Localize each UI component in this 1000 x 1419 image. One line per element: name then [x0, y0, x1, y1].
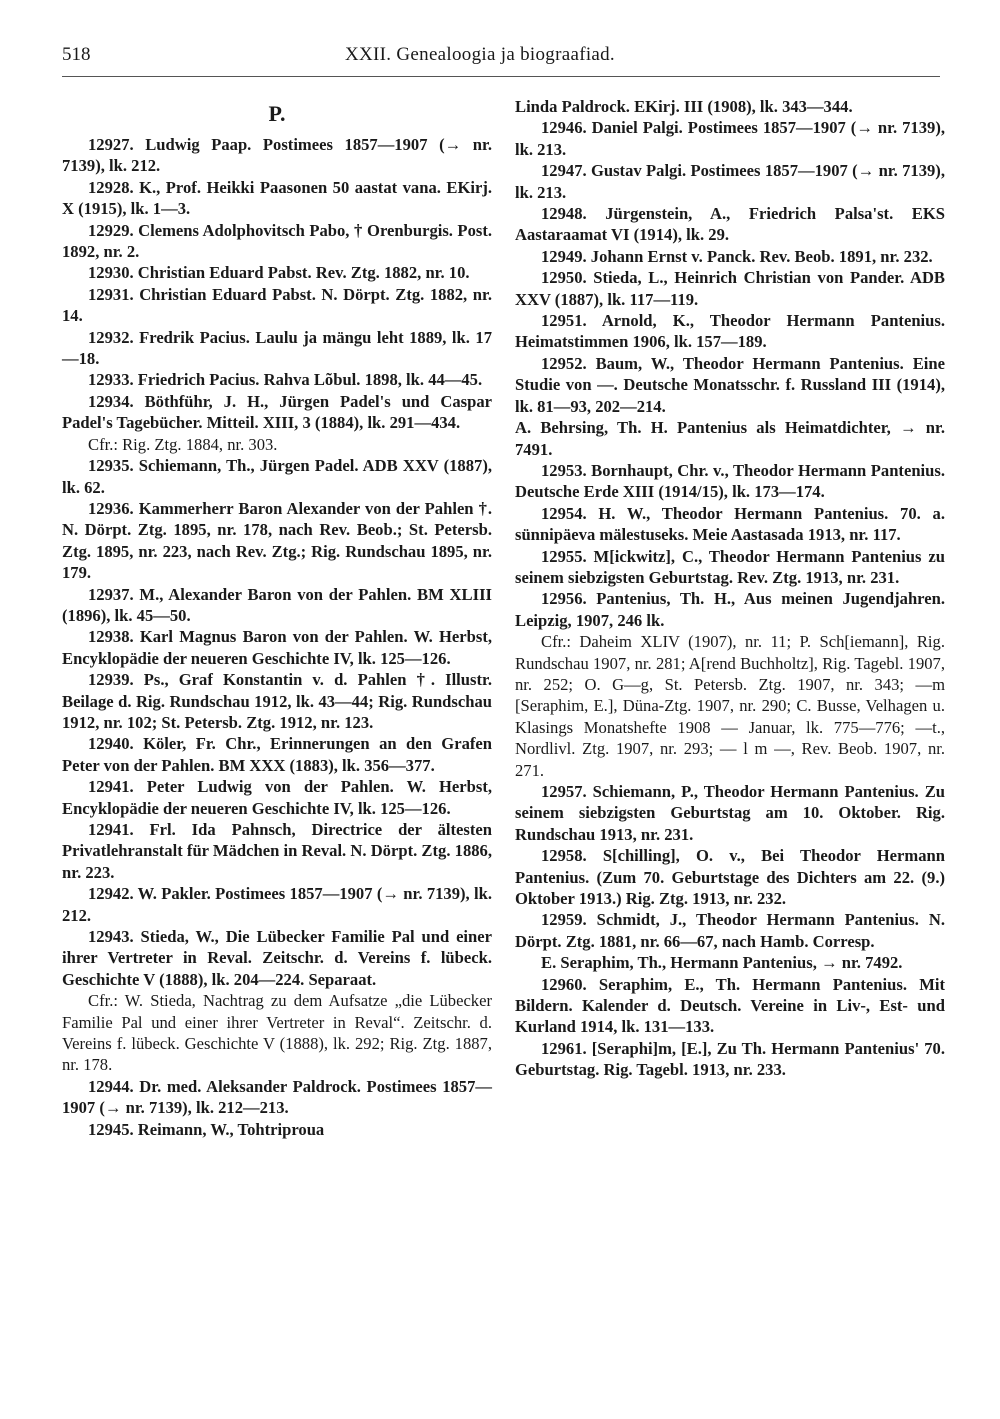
bibliography-entry: 12942. W. Pakler. Postimees 1857—1907 (→ nr. 7139), lk. 212. — [62, 884, 492, 925]
left-entries — [62, 134, 492, 1140]
bibliography-entry: 12931. Christian Eduard Pabst. N. Dörpt. Ztg. 1882, nr. 14. — [62, 284, 492, 326]
bibliography-entry: Cfr.: W. Stieda, Nachtrag zu dem Aufsatze „die Lübecker Familie Pal und einer ihrer Vertreter in Reval“. Zeitschr. d. Vereins f. lübeck. Geschichte V (1888), lk. 292; Rig. Ztg. 1887, nr. 178. — [62, 991, 492, 1075]
right-entries — [515, 96, 945, 1081]
bibliography-entry: 12935. Schiemann, Th., Jürgen Padel. ADB XXV (1887), lk. 62. — [62, 456, 492, 497]
bibliography-entry: 12928. K., Prof. Heikki Paasonen 50 aastat vana. EKirj. X (1915), lk. 1—3. — [62, 177, 492, 219]
bibliography-entry: Linda Paldrock. EKirj. III (1908), lk. 343—344. — [515, 97, 853, 116]
bibliography-entry: 12958. S[chilling], O. v., Bei Theodor Hermann Pantenius. (Zum 70. Geburtstage des Dichters am 22. (9.) Oktober 1913.) Rig. Ztg. 1913, nr. 232. — [515, 846, 945, 909]
bibliography-entry: 12961. [Seraphi]m, [E.], Zu Th. Hermann Pantenius' 70. Geburtstag. Rig. Tagebl. 1913, nr. 233. — [515, 1038, 945, 1080]
section-letter: P. — [268, 101, 286, 126]
bibliography-entry: 12927. Ludwig Paap. Postimees 1857—1907 (→ nr. 7139), lk. 212. — [62, 135, 492, 176]
bibliography-entry: 12946. Daniel Palgi. Postimees 1857—1907 (→ nr. 7139), lk. 213. — [515, 118, 945, 159]
bibliography-entry: Cfr.: Daheim XLIV (1907), nr. 11; P. Sch[iemann], Rig. Rundschau 1907, nr. 281; A[rend Buchholtz], Rig. Tagebl. 1907, nr. 252; O. G—g, St. Petersb. Ztg. 1907, nr. 343; —m [Seraphim, E.], Düna-Ztg. 1907, nr. 290; C. Busse, Velhagen u. Klasings Monatshefte 1908 — Januar, lk. 775—776; —t., Nordlivl. Ztg. 1907, nr. 293; — l m —, Rev. Beob. 1907, nr. 271. — [515, 632, 945, 780]
bibliography-entry: 12948. Jürgenstein, A., Friedrich Palsa'st. EKS Aastaraamat VI (1914), lk. 29. — [515, 204, 945, 245]
bibliography-entry: 12944. Dr. med. Aleksander Paldrock. Postimees 1857—1907 (→ nr. 7139), lk. 212—213. — [62, 1076, 492, 1118]
bibliography-entry: 12937. M., Alexander Baron von der Pahlen. BM XLIII (1896), lk. 45—50. — [62, 584, 492, 625]
running-title: XXII. Genealoogia ja biograafiad. — [345, 44, 615, 65]
bibliography-entry: 12954. H. W., Theodor Hermann Pantenius. 70. a. sünnipäeva mälestuseks. Meie Aastasada 1913, nr. 117. — [515, 503, 945, 545]
left-column — [62, 96, 492, 1140]
bibliography-entry: 12943. Stieda, W., Die Lübecker Familie Pal und einer ihrer Vertreter in Reval. Zeitschr. d. Vereins f. lübeck. Geschichte V (1888), lk. 204—224. Separaat. — [62, 927, 492, 989]
bibliography-entry: 12945. Reimann, W., Tohtriproua — [88, 1119, 325, 1139]
bibliography-entry: 12955. M[ickwitz], C., Theodor Hermann Pantenius zu seinem siebzigsten Geburtstag. Rev. Ztg. 1913, nr. 231. — [515, 546, 945, 587]
bibliography-entry: 12941. Frl. Ida Pahnsch, Directrice der ältesten Privatlehranstalt für Mädchen in Reval. N. Dörpt. Ztg. 1886, nr. 223. — [62, 820, 492, 882]
bibliography-entry: 12938. Karl Magnus Baron von der Pahlen. W. Herbst, Encyklopädie der neueren Geschichte IV, lk. 125—126. — [62, 627, 492, 668]
bibliography-entry: 12933. Friedrich Pacius. Rahva Lõbul. 1898, lk. 44—45. — [88, 370, 483, 390]
header-rule — [62, 76, 940, 77]
bibliography-entry: 12950. Stieda, L., Heinrich Christian von Pander. ADB XXV (1887), lk. 117—119. — [515, 268, 945, 309]
bibliography-entry: 12941. Peter Ludwig von der Pahlen. W. Herbst, Encyklopädie der neueren Geschichte IV, lk. 125—126. — [62, 777, 492, 818]
bibliography-entry: 12947. Gustav Palgi. Postimees 1857—1907 (→ nr. 7139), lk. 213. — [515, 161, 945, 202]
bibliography-entry: 12953. Bornhaupt, Chr. v., Theodor Hermann Pantenius. Deutsche Erde XIII (1914/15), lk. 173—174. — [515, 460, 945, 502]
bibliography-entry: 12957. Schiemann, P., Theodor Hermann Pantenius. Zu seinem siebzigsten Geburtstag am 10. Oktober. Rig. Rundschau 1913, nr. 231. — [515, 782, 945, 844]
bibliography-entry: 12960. Seraphim, E., Th. Hermann Pantenius. Mit Bildern. Kalender d. Deutsch. Vereine in Liv-, Est- und Kurland 1914, lk. 131—133. — [515, 974, 945, 1037]
bibliography-entry: 12951. Arnold, K., Theodor Hermann Pantenius. Heimatstimmen 1906, lk. 157—189. — [515, 311, 945, 352]
bibliography-entry: 12936. Kammerherr Baron Alexander von der Pahlen †. N. Dörpt. Ztg. 1895, nr. 178, nach Rev. Beob.; St. Petersb. Ztg. 1895, nr. 223, nach Rev. Ztg.; Rig. Rundschau 1895, nr. 179. — [62, 498, 492, 583]
bibliography-entry: E. Seraphim, Th., Hermann Pantenius, → nr. 7492. — [541, 953, 903, 973]
bibliography-entry: 12956. Pantenius, Th. H., Aus meinen Jugendjahren. Leipzig, 1907, 246 lk. — [515, 589, 945, 630]
bibliography-entry: 12952. Baum, W., Theodor Hermann Pantenius. Eine Studie von —. Deutsche Monatsschr. f. Russland III (1914), lk. 81—93, 202—214. — [515, 353, 945, 416]
bibliography-entry: 12929. Clemens Adolphovitsch Pabo, † Orenburgis. Post. 1892, nr. 2. — [62, 220, 492, 262]
bibliography-entry: 12932. Fredrik Pacius. Laulu ja mängu leht 1889, lk. 17—18. — [62, 327, 492, 369]
bibliography-entry: 12949. Johann Ernst v. Panck. Rev. Beob. 1891, nr. 232. — [541, 246, 933, 266]
page-number: 518 — [62, 44, 91, 65]
right-column — [515, 96, 945, 1081]
bibliography-entry: 12959. Schmidt, J., Theodor Hermann Pantenius. N. Dörpt. Ztg. 1881, nr. 66—67, nach Hamb. Corresp. — [515, 910, 945, 951]
page-header — [62, 44, 940, 74]
bibliography-entry: 12940. Köler, Fr. Chr., Erinnerungen an den Grafen Peter von der Pahlen. BM XXX (1883), lk. 356—377. — [62, 734, 492, 775]
bibliography-entry: 12930. Christian Eduard Pabst. Rev. Ztg. 1882, nr. 10. — [88, 263, 470, 283]
bibliography-entry: 12939. Ps., Graf Konstantin v. d. Pahlen †. Illustr. Beilage d. Rig. Rundschau 1912, lk. 43—44; Rig. Rundschau 1912, nr. 102; St. Petersb. Ztg. 1912, nr. 123. — [62, 670, 492, 732]
bibliography-entry: A. Behrsing, Th. H. Pantenius als Heimatdichter, → nr. 7491. — [515, 418, 945, 459]
bibliography-entry: Cfr.: Rig. Ztg. 1884, nr. 303. — [88, 434, 278, 454]
bibliography-entry: 12934. Böthführ, J. H., Jürgen Padel's und Caspar Padel's Tagebücher. Mitteil. XIII, 3 (1884), lk. 291—434. — [62, 391, 492, 433]
